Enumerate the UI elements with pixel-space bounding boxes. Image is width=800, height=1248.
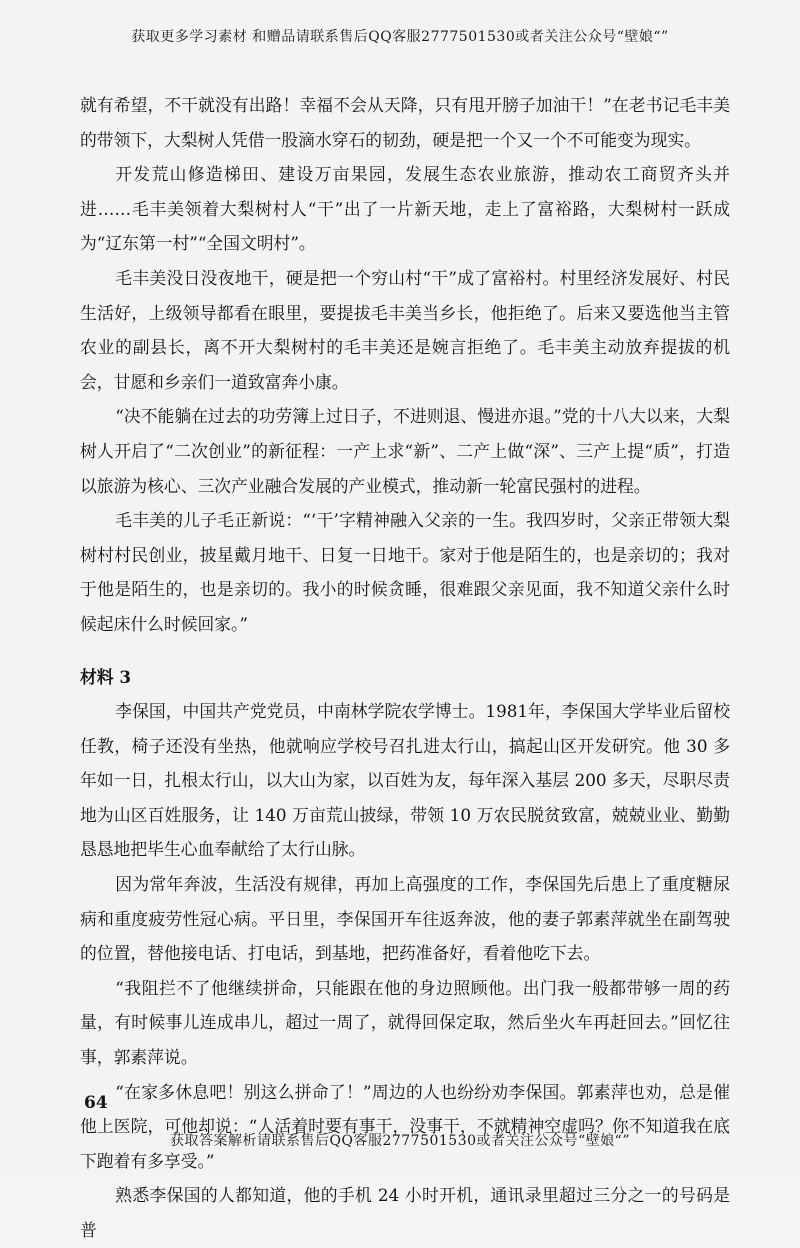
section-heading: 材料 3 bbox=[80, 666, 132, 687]
paragraph: “在家多休息吧！别这么拼命了！”周边的人也纷纷劝李保国。郭素萍也劝，总是催他上医院，可他却说：“人活着时要有事干，没事干，不就精神空虚吗？你不知道我在底下跑着有多享受。” bbox=[80, 1081, 730, 1171]
section-gap bbox=[80, 642, 730, 660]
page-footer: 获取答案解析请联系售后QQ客服2777501530或者关注公众号“壁娘“” bbox=[170, 1133, 630, 1149]
paragraph: 熟悉李保国的人都知道，他的手机 24 小时开机，通讯录里超过三分之一的号码是普 bbox=[80, 1185, 730, 1240]
paragraph: 因为常年奔波，生活没有规律，再加上高强度的工作，李保国先后患上了重度糖尿病和重度疲劳性冠心病。平日里，李保国开车往返奔波，他的妻子郭素萍就坐在副驾驶的位置，替他接电话、打电话，到基地，把药准备好，看着他吃下去。 bbox=[80, 874, 730, 964]
paragraph: 开发荒山修造梯田、建设万亩果园，发展生态农业旅游，推动农工商贸齐头并进……毛丰美领着大梨树村人“干”出了一片新天地，走上了富裕路，大梨树村一跃成为“辽东第一村”“全国文明村”。 bbox=[80, 164, 730, 254]
page-header: 获取更多学习素材 和赠品请联系售后QQ客服2777501530或者关注公众号“壁娘“” bbox=[131, 29, 669, 45]
paragraph: 李保国，中国共产党党员，中南林学院农学博士。1981年，李保国大学毕业后留校任教，椅子还没有坐热，他就响应学校号召扎进太行山，搞起山区开发研究。他 30 多年如一日，扎根太行山，以大山为家，以百姓为友，每年深入基层 200 多天，尽职尽责地为山区百姓服务，让 140 万亩荒山披绿，带领 10 万农民脱贫致富，兢兢业业、勤勤恳恳地把毕生心血奉献给了太行山脉。 bbox=[80, 701, 730, 860]
paragraph: “决不能躺在过去的功劳簿上过日子，不进则退、慢进亦退。”党的十八大以来，大梨树人开启了“二次创业”的新征程：一产上求“新”、二产上做“深”、三产上提“质”，打造以旅游为核心、三次产业融合发展的产业模式，推动新一轮富民强村的进程。 bbox=[80, 406, 730, 496]
page-number: 64 bbox=[84, 1093, 108, 1113]
paragraph: 毛丰美没日没夜地干，硬是把一个穷山村“干”成了富裕村。村里经济发展好、村民生活好，上级领导都看在眼里，要提拔毛丰美当乡长，他拒绝了。后来又要选他当主管农业的副县长，离不开大梨树村的毛丰美还是婉言拒绝了。毛丰美主动放弃提拔的机会，甘愿和乡亲们一道致富奔小康。 bbox=[80, 267, 730, 392]
body-text bbox=[80, 88, 730, 1248]
paragraph: 毛丰美的儿子毛正新说：“‘干’字精神融入父亲的一生。我四岁时，父亲正带领大梨树村村民创业，披星戴月地干、日复一日地干。家对于他是陌生的，也是亲切的；我对于他是陌生的，也是亲切的。我小的时候贪睡，很难跟父亲见面，我不知道父亲什么时候起床什么时候回家。” bbox=[80, 510, 730, 634]
paragraph: “我阻拦不了他继续拼命，只能跟在他的身边照顾他。出门我一般都带够一周的药量，有时候事儿连成串儿，超过一周了，就得回保定取，然后坐火车再赶回去。”回忆往事，郭素萍说。 bbox=[80, 977, 730, 1068]
paragraph: 就有希望，不干就没有出路！幸福不会从天降，只有甩开膀子加油干！”在老书记毛丰美的带领下，大梨树人凭借一股滴水穿石的韧劲，硬是把一个又一个不可能变为现实。 bbox=[80, 95, 730, 150]
